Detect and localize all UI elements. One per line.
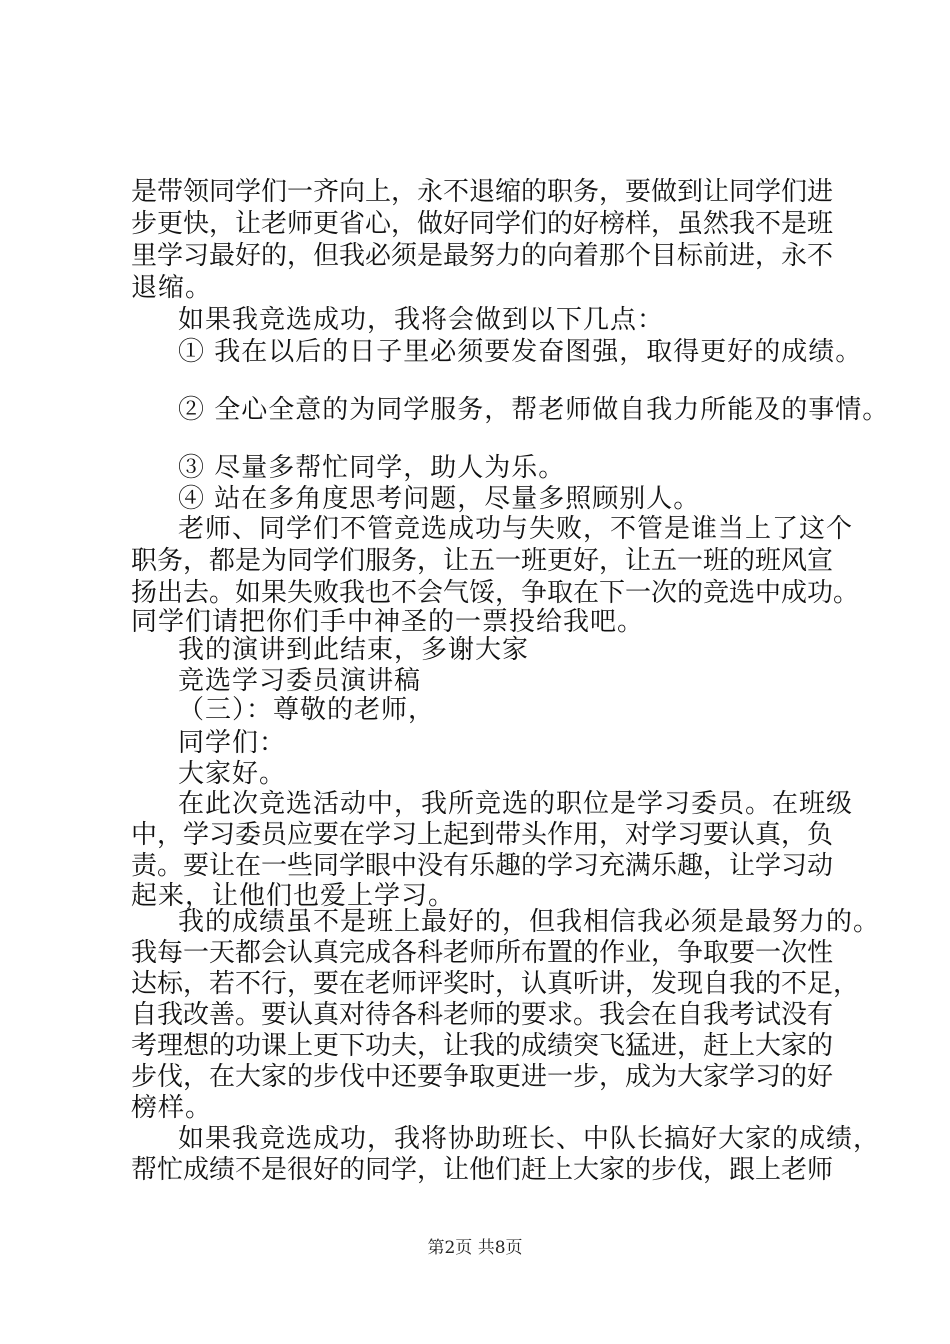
text-line: 我的演讲到此结束，多谢大家 xyxy=(178,635,530,665)
text-line: 我每一天都会认真完成各科老师所布置的作业，争取要一次性 xyxy=(131,938,834,968)
text-line: 职务，都是为同学们服务，让五一班更好，让五一班的班风宣 xyxy=(131,546,834,576)
text-line: 扬出去。如果失败我也不会气馁，争取在下一次的竞选中成功。 xyxy=(131,578,860,608)
text-line: 退缩。 xyxy=(131,273,213,303)
text-line: （三）：尊敬的老师， xyxy=(178,695,436,725)
text-line: 里学习最好的，但我必须是最努力的向着那个目标前进，永不 xyxy=(131,241,834,271)
text-line: 我的成绩虽不是班上最好的，但我相信我必须是最努力的。 xyxy=(178,907,881,937)
text-line: 大家好。 xyxy=(178,759,287,789)
list-item: ② 全心全意的为同学服务，帮老师做自我力所能及的事情。 xyxy=(178,395,890,425)
list-item: ④ 站在多角度思考问题，尽量多照顾别人。 xyxy=(178,484,701,514)
text-line: 榜样。 xyxy=(131,1093,213,1123)
text-line: 自我改善。要认真对待各科老师的要求。我会在自我考试没有 xyxy=(131,1000,834,1030)
text-line: 步更快，让老师更省心，做好同学们的好榜样，虽然我不是班 xyxy=(131,209,834,239)
text-line: 是带领同学们一齐向上，永不退缩的职务，要做到让同学们进 xyxy=(131,177,834,207)
text-line: 如果我竞选成功，我将协助班长、中队长搞好大家的成绩， xyxy=(178,1124,881,1154)
text-line: 起来，让他们也爱上学习。 xyxy=(131,881,456,911)
text-line: 考理想的功课上更下功夫，让我的成绩突飞猛进，赶上大家的 xyxy=(131,1031,834,1061)
text-line: 同学们请把你们手中神圣的一票投给我吧。 xyxy=(131,607,645,637)
list-item: ① 我在以后的日子里必须要发奋图强，取得更好的成绩。 xyxy=(178,337,863,367)
section-title: 竞选学习委员演讲稿 xyxy=(178,666,422,696)
page-indicator: 第2页 共8页 xyxy=(427,1238,523,1258)
text-line: 步伐，在大家的步伐中还要争取更进一步，成为大家学习的好 xyxy=(131,1062,834,1092)
text-line: 在此次竞选活动中，我所竞选的职位是学习委员。在班级 xyxy=(178,789,854,819)
text-line: 如果我竞选成功，我将会做到以下几点： xyxy=(178,305,665,335)
list-item: ③ 尽量多帮忙同学，助人为乐。 xyxy=(178,453,566,483)
text-line: 责。要让在一些同学眼中没有乐趣的学习充满乐趣，让学习动 xyxy=(131,851,834,881)
text-line: 同学们： xyxy=(178,728,287,758)
text-line: 中，学习委员应要在学习上起到带头作用，对学习要认真，负 xyxy=(131,820,834,850)
text-line: 帮忙成绩不是很好的同学，让他们赶上大家的步伐，跟上老师 xyxy=(131,1155,834,1185)
text-line: 达标，若不行，要在老师评奖时，认真听讲，发现自我的不足， xyxy=(131,969,860,999)
text-line: 老师、同学们不管竞选成功与失败，不管是谁当上了这个 xyxy=(178,514,854,544)
